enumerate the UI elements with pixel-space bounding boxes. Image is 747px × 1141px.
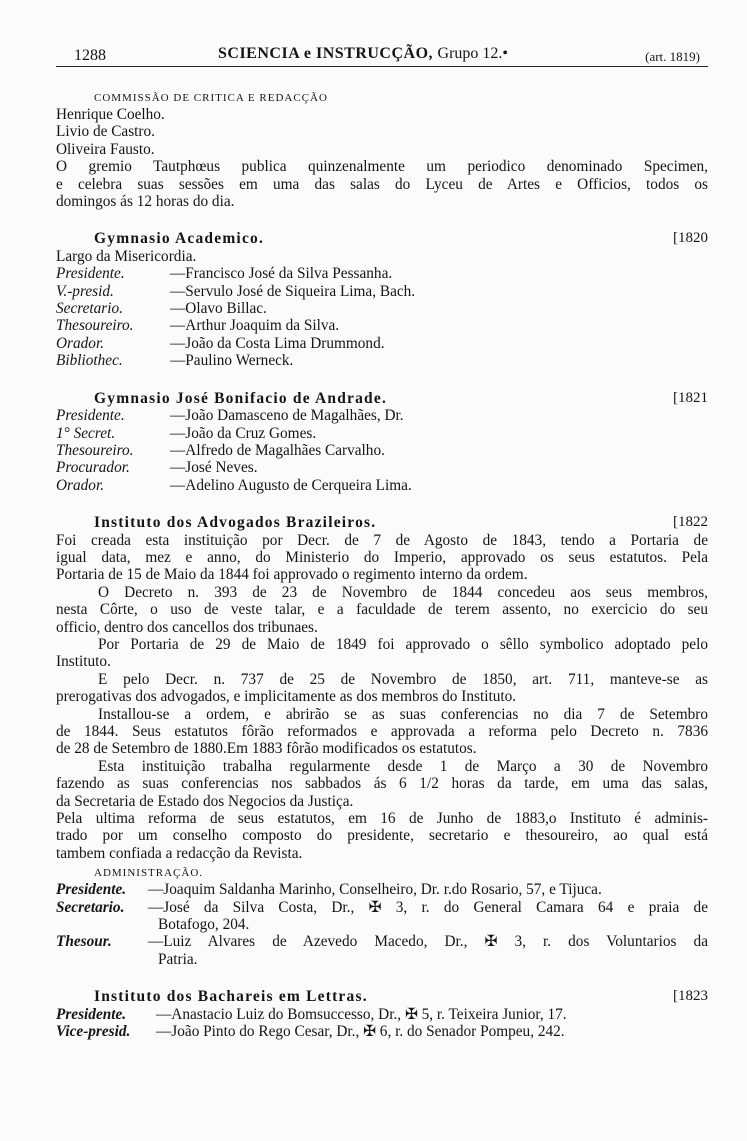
- admin-heading: ADMINISTRAÇÃO.: [94, 867, 204, 880]
- officer-roster: [56, 265, 708, 369]
- instituto-bachareis-section: [56, 988, 708, 1040]
- officer-name: —João Pinto do Rego Cesar, Dr., ✠ 6, r. do Senador Pompeu, 242.: [156, 1023, 565, 1041]
- admin-line: Patria.: [158, 950, 198, 968]
- admin-role: Presidente.: [56, 881, 127, 899]
- text-line: Foi creada esta instituição por Decr. de 7 de Agosto de 1843, tendo a Portaria de: [56, 531, 708, 549]
- officer-name: —Anastacio Luiz do Bomsuccesso, Dr., ✠ 5, r. Teixeira Junior, 17.: [156, 1005, 567, 1023]
- text-line: officio, dentro dos cancellos dos tribunaes.: [56, 618, 318, 636]
- section-title-text: Instituto dos Bachareis em Lettras.: [94, 988, 368, 1006]
- admin-line: —Luiz Alvares de Azevedo Macedo, Dr., ✠ 3, r. dos Voluntarios da: [148, 933, 708, 951]
- section-number: [1823: [673, 988, 708, 1005]
- officer-roster: [56, 1006, 708, 1041]
- admin-entry: [148, 881, 708, 898]
- section-title-text: Instituto dos Advogados Brazileiros.: [94, 514, 377, 532]
- admin-role: Thesour.: [56, 933, 112, 951]
- text-line: Por Portaria de 29 de Maio de 1849 foi approvado o sêllo symbolico adoptado pelo: [98, 635, 708, 653]
- text-line: Portaria de 15 de Maio da 1844 foi approvado o regimento interno da ordem.: [56, 566, 528, 584]
- article-ref: (art. 1819): [645, 49, 700, 64]
- officer-role: Orador.: [56, 334, 105, 352]
- text-line: nesta Côrte, o uso de veste talar, e a faculdade de terem assento, no exercicio do seu: [56, 601, 708, 619]
- commission-text-line: domingos ás 12 horas do dia.: [56, 193, 235, 211]
- officer-name: —Adelino Augusto de Cerqueira Lima.: [170, 476, 412, 494]
- running-title: [218, 45, 508, 62]
- paragraph: [56, 532, 708, 584]
- officer-name: —José Neves.: [170, 459, 258, 477]
- admin-entry: [148, 933, 708, 968]
- officer-role: Procurador.: [56, 459, 130, 477]
- officer-role: Thesoureiro.: [56, 317, 134, 335]
- officer-name: —Alfredo de Magalhães Carvalho.: [170, 441, 385, 459]
- officer-name: —Paulino Werneck.: [170, 352, 294, 370]
- section-title-text: Gymnasio José Bonifacio de Andrade.: [94, 389, 388, 407]
- officer-role: Presidente.: [56, 265, 125, 283]
- running-header: [56, 44, 708, 67]
- section-title: [56, 390, 708, 407]
- officer-name: —Servulo José de Siqueira Lima, Bach.: [170, 282, 416, 300]
- commission-text-line: O gremio Tautphœus publica quinzenalmente um periodico denominado Specimen,: [56, 158, 708, 176]
- officer-name: —Francisco José da Silva Pessanha.: [170, 265, 393, 283]
- commission-member: Livio de Castro.: [56, 123, 155, 141]
- admin-line: Botafogo, 204.: [158, 916, 250, 934]
- officer-name: —João da Costa Lima Drummond.: [170, 334, 385, 352]
- officer-name: —Arthur Joaquim da Silva.: [170, 317, 340, 335]
- officer-role: Bibliothec.: [56, 352, 123, 370]
- text-line: igual data, mez e anno, do Ministerio do Imperio, approvado os seus estatutos. Pela: [56, 548, 708, 566]
- commission-text-line: e celebra suas sessões em uma das salas do Lyceu de Artes e Officios, todos os: [56, 175, 708, 193]
- running-title-text: SCIENCIA e INSTRUCÇÃO,: [218, 45, 434, 62]
- gymnasio-jose-bonifacio-section: [56, 390, 708, 494]
- paragraph: [56, 810, 708, 862]
- officer-name: —João da Cruz Gomes.: [170, 424, 317, 442]
- section-number: [1820: [673, 230, 708, 247]
- section-title: [56, 230, 708, 247]
- section-number: [1822: [673, 514, 708, 531]
- gymnasio-academico-section: [56, 230, 708, 369]
- section-title: [56, 514, 708, 531]
- officer-role: Secretario.: [56, 300, 123, 318]
- text-line: Installou-se a ordem, e abrirão se as suas conferencias no dia 7 de Setembro: [98, 705, 708, 723]
- text-line: de 1844. Seus estatutos fôrão reformados e approvada a reforma pelo Decreto n. 7836: [56, 723, 708, 740]
- page-number: 1288: [74, 47, 106, 64]
- commission-member: Oliveira Fausto.: [56, 140, 155, 158]
- paragraph: [56, 758, 708, 810]
- commission-heading: COMMISSÃO DE CRITICA E REDACÇÃO: [94, 92, 328, 104]
- admin-line: —Joaquim Saldanha Marinho, Conselheiro, Dr. r.do Rosario, 57, e Tijuca.: [148, 881, 602, 899]
- admin-entry: [148, 899, 708, 934]
- text-line: da Secretaria de Estado dos Negocios da Justiça.: [56, 792, 354, 810]
- officer-role: Thesoureiro.: [56, 441, 134, 459]
- admin-roster: [56, 881, 708, 968]
- officer-role: Presidente.: [56, 407, 125, 425]
- instituto-advogados-section: [56, 514, 708, 968]
- text-line: Pela ultima reforma de seus estatutos, em 16 de Junho de 1883,o Instituto é adminis-: [56, 810, 708, 828]
- admin-line: —José da Silva Costa, Dr., ✠ 3, r. do General Camara 64 e praia de: [148, 898, 708, 916]
- text-line: tambem confiada a redacção da Revista.: [56, 844, 303, 862]
- paragraph: [56, 706, 708, 758]
- text-line: Esta instituição trabalha regularmente desde 1 de Março a 30 de Novembro: [98, 757, 708, 775]
- officer-role: Vice-presid.: [56, 1023, 131, 1041]
- officer-role: V.-presid.: [56, 282, 114, 300]
- officer-name: —Olavo Billac.: [170, 300, 267, 318]
- paragraph: [56, 584, 708, 636]
- address: Largo da Misericordia.: [56, 247, 197, 265]
- commission-member: Henrique Coelho.: [56, 106, 165, 123]
- text-line: E pelo Decr. n. 737 de 25 de Novembro de 1850, art. 711, manteve-se as: [98, 670, 708, 688]
- paragraph: [56, 636, 708, 671]
- text-line: Instituto.: [56, 653, 111, 671]
- text-line: de 28 de Setembro de 1880.Em 1883 fôrão modificados os estatutos.: [56, 740, 477, 758]
- commission-section: [56, 91, 708, 210]
- officer-roster: [56, 407, 708, 494]
- section-number: [1821: [673, 389, 708, 406]
- officer-role: 1° Secret.: [56, 424, 116, 442]
- text-line: O Decreto n. 393 de 23 de Novembro de 1844 concedeu aos seus membros,: [98, 583, 708, 601]
- text-line: fazendo as suas conferencias nos sabbados ás 6 1/2 horas da tarde, em uma das salas,: [56, 775, 708, 793]
- officer-role: Orador.: [56, 476, 105, 494]
- text-line: prerogativas dos advogados, e implicitamente as dos membros do Instituto.: [56, 688, 517, 706]
- paragraph: [56, 671, 708, 706]
- page: [56, 44, 708, 1041]
- section-title-text: Gymnasio Academico.: [94, 230, 265, 248]
- officer-name: —João Damasceno de Magalhães, Dr.: [170, 407, 404, 425]
- running-group: Grupo 12.•: [437, 45, 509, 62]
- text-line: trado por um conselho composto do presidente, secretario e thesoureiro, ao qual está: [56, 827, 708, 845]
- admin-role: Secretario.: [56, 898, 125, 916]
- officer-role: Presidente.: [56, 1005, 127, 1023]
- section-title: [56, 988, 708, 1005]
